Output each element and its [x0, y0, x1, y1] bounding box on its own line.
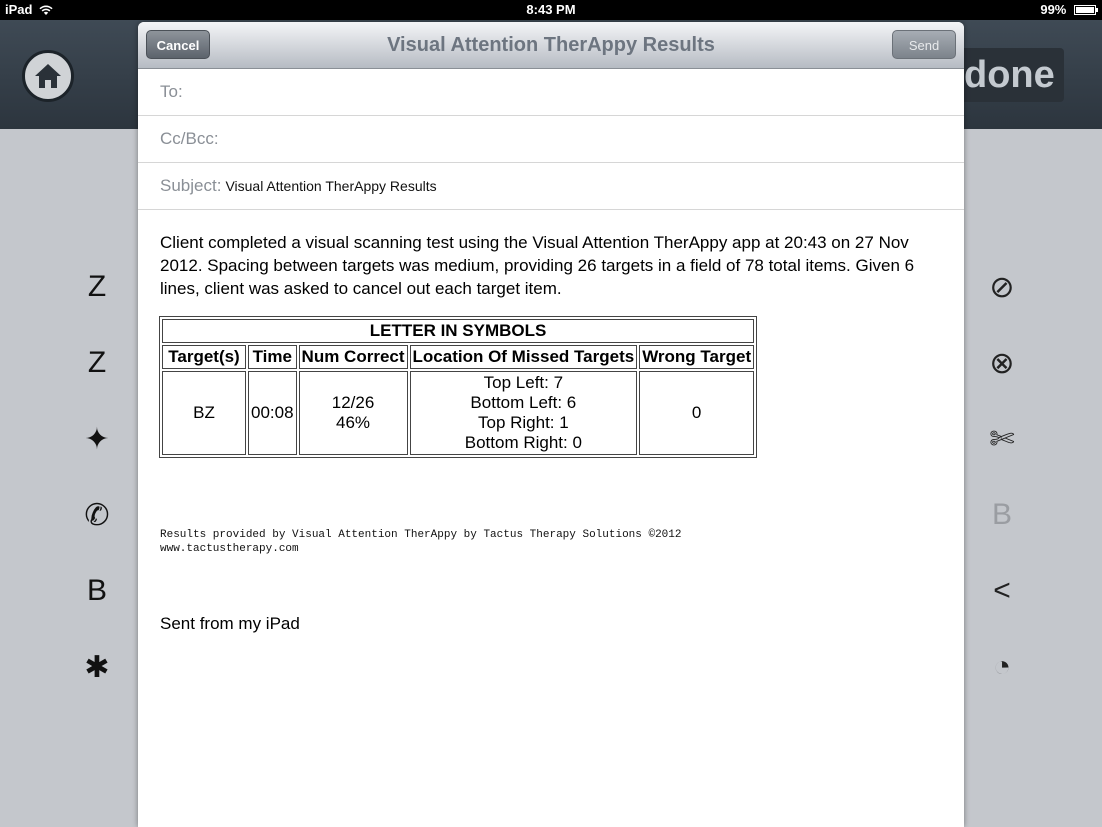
mail-compose-sheet [138, 22, 964, 827]
cell-time: 00:08 [248, 371, 297, 455]
status-bar [0, 0, 1102, 20]
target-symbol-9[interactable]: ✄ [989, 423, 1015, 456]
subject-label: Subject: [160, 176, 222, 195]
target-symbol-4[interactable]: ✆ [84, 499, 110, 532]
target-symbol-5[interactable]: B [86, 574, 107, 607]
target-symbol-8[interactable]: ⊗ [989, 347, 1015, 380]
subject-field[interactable] [138, 163, 964, 210]
to-field[interactable] [138, 69, 964, 116]
to-label: To: [160, 82, 183, 101]
target-symbol-1[interactable]: Z [87, 270, 107, 303]
battery-icon [1074, 5, 1096, 15]
mail-title: Visual Attention TherAppy Results [387, 34, 715, 56]
home-icon [33, 62, 63, 90]
subject-value[interactable]: Visual Attention TherAppy Results [225, 178, 437, 194]
target-symbol-3[interactable]: ✦ [84, 423, 110, 456]
target-symbol-11[interactable]: < [993, 574, 1011, 607]
table-row [162, 371, 754, 455]
done-button[interactable]: done [940, 48, 1064, 102]
cell-num-correct [299, 371, 408, 455]
target-symbol-7[interactable]: ⊘ [989, 271, 1015, 304]
num-correct-percent: 46% [336, 413, 371, 432]
mail-signature: Sent from my iPad [160, 614, 300, 633]
num-correct-fraction: 12/26 [331, 393, 375, 412]
header-targets: Target(s) [162, 345, 246, 369]
target-symbol-6[interactable]: ✱ [84, 651, 110, 684]
header-time: Time [248, 345, 297, 369]
table-header-row [162, 345, 754, 369]
target-symbol-2[interactable]: Z [87, 346, 107, 379]
home-button[interactable] [22, 50, 74, 102]
device-label: iPad [5, 2, 33, 17]
header-num-correct: Num Correct [299, 345, 408, 369]
status-right [1040, 2, 1096, 17]
mail-navbar [138, 22, 964, 69]
send-button[interactable]: Send [892, 30, 956, 59]
cell-targets: BZ [162, 371, 246, 455]
header-wrong-target: Wrong Target [639, 345, 754, 369]
missed-bottom-left: Bottom Left: 6 [470, 393, 577, 412]
cc-bcc-label: Cc/Bcc: [160, 129, 219, 148]
target-symbol-10[interactable]: B [991, 498, 1012, 531]
missed-bottom-right: Bottom Right: 0 [464, 433, 582, 452]
cc-bcc-field[interactable] [138, 116, 964, 163]
footer-url[interactable]: www.tactustherapy.com [160, 543, 299, 555]
target-symbol-12[interactable]: ◔ [992, 650, 1012, 683]
mail-body-text[interactable]: Client completed a visual scanning test using the Visual Attention TherAppy app at 20:43 on 27 Nov 2012. Spacing between targets was medium, providing 26 targets in a field of 78 total items. Given 6 lines, client was asked to cancel out each target item. [160, 233, 915, 298]
battery-percent: 99% [1040, 2, 1067, 17]
table-title: LETTER IN SYMBOLS [162, 319, 754, 343]
cell-missed-targets [410, 371, 638, 455]
cell-wrong-target: 0 [639, 371, 754, 455]
results-table [159, 316, 757, 458]
header-missed-targets: Location Of Missed Targets [410, 345, 638, 369]
cancel-button[interactable]: Cancel [146, 30, 210, 59]
footer-credit: Results provided by Visual Attention TherAppy by Tactus Therapy Solutions ©2012 [160, 529, 682, 541]
missed-top-right: Top Right: 1 [477, 413, 569, 432]
mail-footer [160, 528, 682, 556]
missed-top-left: Top Left: 7 [483, 373, 564, 392]
status-time: 8:43 PM [526, 2, 576, 17]
